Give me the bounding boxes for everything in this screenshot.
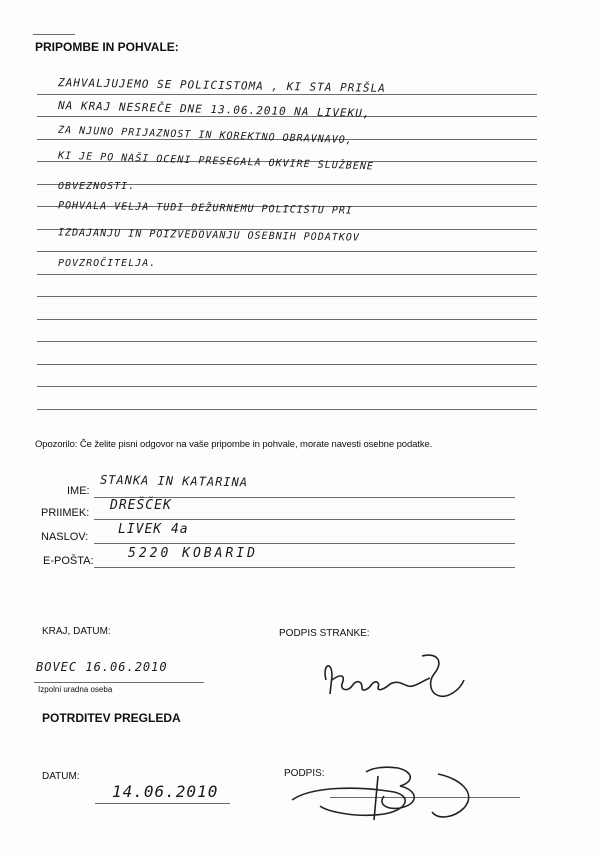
ruled-line	[37, 409, 537, 410]
comment-line: OBVEZNOSTI.	[58, 181, 136, 192]
review-datum-value[interactable]: 14.06.2010	[112, 782, 219, 801]
review-title: POTRDITEV PREGLEDA	[42, 711, 181, 725]
ruled-line	[37, 94, 537, 95]
ruled-line	[37, 274, 537, 275]
ruled-line	[37, 251, 537, 252]
comment-line: IZDAJANJU IN POIZVEDOVANJU OSEBNIH PODATKOV	[57, 227, 360, 244]
privacy-notice: Opozorilo: Če želite pisni odgovor na vaše pripombe in pohvale, morate navesti osebne podatke.	[35, 439, 433, 450]
review-podpis-label: PODPIS:	[284, 768, 325, 779]
comment-line: POVZROČITELJA.	[58, 258, 157, 269]
ruled-line	[37, 386, 537, 387]
ruled-line	[37, 296, 537, 297]
naslov-field-line	[94, 543, 515, 544]
client-signature	[318, 650, 468, 702]
ime-value[interactable]: STANKA IN KATARINA	[99, 472, 249, 490]
official-signature	[288, 760, 513, 832]
eposta-value[interactable]: 5220 KOBARID	[128, 546, 258, 561]
comment-line: ZAHVALJUJEMO SE POLICISTOMA , KI STA PRIŠLA	[57, 76, 386, 95]
section-title: PRIPOMBE IN POHVALE:	[35, 40, 179, 54]
naslov-value[interactable]: LIVEK 4a	[118, 522, 189, 537]
eposta-label: E-POŠTA:	[43, 555, 94, 567]
podpis-stranke-label: PODPIS STRANKE:	[279, 628, 370, 639]
ruled-line	[37, 341, 537, 342]
ruled-line	[37, 364, 537, 365]
comment-line: NA KRAJ NESREČE DNE 13.06.2010 NA LIVEKU,	[57, 98, 371, 121]
ime-label: IME:	[67, 485, 90, 497]
priimek-field-line	[94, 519, 515, 520]
naslov-label: NASLOV:	[41, 531, 89, 543]
comment-line: KI JE PO NAŠI OCENI PRESEGALA OKVIRE SLUŽBENE	[57, 150, 375, 173]
comment-line: ZA NJUNO PRIJAZNOST IN KOREKTNO OBRAVNAVO,	[57, 124, 353, 147]
priimek-label: PRIIMEK:	[41, 507, 90, 519]
comment-line: POHVALA VELJA TUDI DEŽURNEMU POLICISTU PRI	[57, 200, 353, 217]
official-note: Izpolni uradna oseba	[38, 685, 113, 694]
top-rule	[33, 34, 75, 35]
review-datum-line	[95, 803, 230, 804]
ruled-line	[37, 319, 537, 320]
eposta-field-line	[94, 567, 515, 568]
kraj-datum-line	[34, 682, 204, 683]
review-datum-label: DATUM:	[42, 771, 80, 782]
kraj-datum-value[interactable]: BOVEC 16.06.2010	[36, 660, 168, 674]
kraj-datum-label: KRAJ, DATUM:	[42, 626, 111, 637]
priimek-value[interactable]: DREŠČEK	[110, 498, 172, 513]
